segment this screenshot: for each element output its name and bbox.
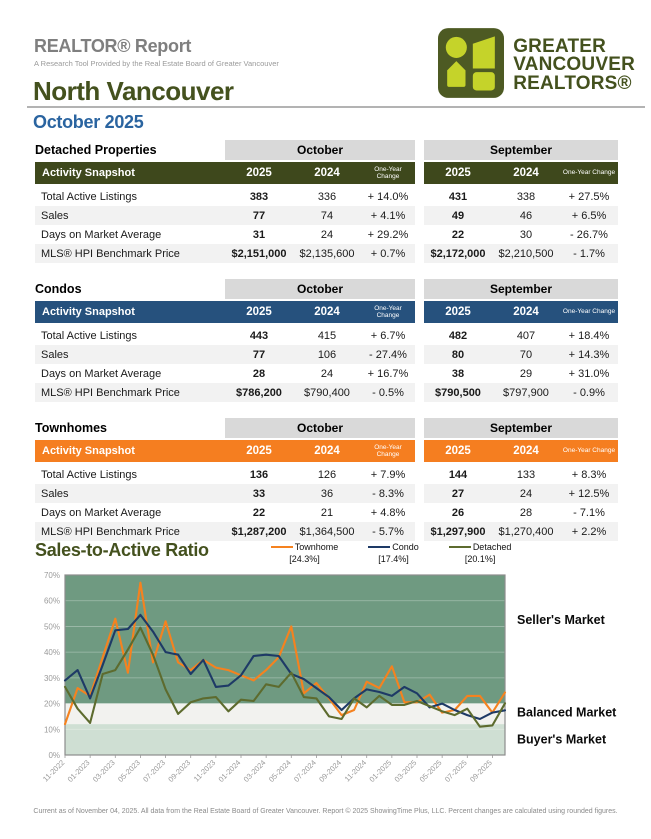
logo-line: REALTORS® (513, 72, 632, 94)
table-row (35, 187, 618, 206)
value-oct-change: + 4.1% (361, 206, 415, 225)
year-header: 2024 (293, 301, 361, 323)
value-sep-2024: 24 (492, 484, 560, 503)
metric-label: Days on Market Average (41, 228, 162, 241)
value-oct-2024: 21 (320, 506, 334, 519)
column-gap (415, 225, 424, 244)
value-oct-2024: $2,135,600 (293, 244, 361, 263)
activity-snapshot-header: Activity Snapshot (35, 162, 225, 184)
value-oct-2024: 24 (320, 367, 334, 380)
column-gap (415, 279, 424, 299)
metric-label: Sales (35, 345, 225, 364)
column-gap (415, 440, 424, 462)
metric-label: Sales (35, 484, 225, 503)
value-oct-2025: 443 (249, 329, 269, 342)
report-period: October 2025 (33, 112, 144, 132)
page-title: North Vancouver (33, 76, 234, 106)
value-oct-2025: 22 (252, 506, 266, 519)
change-header: One-Year Change (361, 440, 415, 462)
legend-label: Detached (472, 542, 512, 552)
value-sep-2025: 80 (424, 345, 492, 364)
x-axis-tick-label: 11-2024 (342, 758, 369, 784)
value-sep-2024: 29 (519, 367, 533, 380)
value-oct-2024: 415 (317, 329, 337, 342)
y-axis-tick-label: 0% (48, 751, 60, 760)
change-header: One-Year Change (361, 301, 415, 323)
x-axis-tick-label: 05-2024 (266, 758, 293, 784)
table-header-row (35, 162, 618, 184)
value-sep-change: + 31.0% (568, 367, 610, 380)
year-header: 2025 (225, 301, 293, 323)
report-title: REALTOR® Report (34, 36, 192, 56)
year-header: 2024 (492, 440, 560, 462)
legend-item (449, 542, 512, 564)
change-header: One-Year Change (560, 162, 618, 184)
value-sep-2024: 46 (492, 206, 560, 225)
table-title-row (35, 140, 618, 160)
value-sep-2024: $2,210,500 (492, 244, 560, 263)
value-oct-2024: 74 (293, 206, 361, 225)
value-sep-change: + 12.5% (560, 484, 618, 503)
column-gap (415, 503, 424, 522)
month-group-header: September (424, 140, 618, 160)
value-sep-2025: $2,172,000 (424, 244, 492, 263)
legend-item (271, 542, 339, 564)
year-header: 2024 (492, 301, 560, 323)
footer-note: Current as of November 04, 2025. All data from the Real Estate Board of Greater Vancouver. Report © 2025 ShowingTime Plus, LLC. Percent changes are calculated using rounded figures. (33, 808, 618, 815)
zone-label: Buyer's Market (517, 732, 607, 747)
y-axis-tick-label: 40% (43, 648, 60, 658)
x-axis-tick-label: 01-2024 (216, 758, 243, 784)
activity-snapshot-header: Activity Snapshot (35, 440, 225, 462)
column-gap (415, 364, 424, 383)
value-sep-2024: 133 (516, 468, 536, 481)
column-gap (415, 465, 424, 484)
table-row (35, 383, 618, 402)
value-sep-change: + 2.2% (560, 522, 618, 541)
value-sep-2025: 22 (451, 228, 465, 241)
value-oct-2024: 126 (317, 468, 337, 481)
column-gap (415, 162, 424, 184)
table-header-row (35, 301, 618, 323)
column-gap (415, 140, 424, 160)
logo-line: GREATER (513, 35, 607, 57)
x-axis-tick-label: 05-2023 (116, 758, 142, 784)
legend-line-swatch (368, 546, 390, 548)
year-header: 2024 (293, 162, 361, 184)
y-axis-tick-label: 70% (43, 571, 60, 580)
legend-line-swatch (271, 546, 293, 548)
value-sep-2024: $797,900 (492, 383, 560, 402)
table-row (35, 345, 618, 364)
table-title: Condos (35, 282, 82, 296)
property-table (35, 140, 618, 263)
year-header: 2025 (424, 301, 492, 323)
sales-to-active-chart (25, 565, 651, 810)
value-oct-change: + 16.7% (367, 367, 409, 380)
value-sep-2024: 70 (492, 345, 560, 364)
column-gap (415, 522, 424, 541)
metric-label: Total Active Listings (41, 190, 137, 203)
change-header: One-Year Change (361, 162, 415, 184)
month-group-header: October (225, 140, 415, 160)
y-axis-tick-label: 60% (43, 596, 60, 606)
value-sep-2024: $1,270,400 (492, 522, 560, 541)
x-axis-tick-label: 09-2024 (317, 758, 343, 784)
value-sep-2025: 26 (451, 506, 465, 519)
value-oct-change: - 27.4% (361, 345, 415, 364)
chart-title: Sales-to-Active Ratio (35, 540, 209, 560)
table-row (35, 364, 618, 383)
value-oct-2025: 77 (225, 206, 293, 225)
metric-label: MLS® HPI Benchmark Price (35, 244, 225, 263)
value-oct-2025: 31 (252, 228, 266, 241)
value-oct-2025: $1,287,200 (225, 522, 293, 541)
table-title-row (35, 418, 618, 438)
column-gap (415, 383, 424, 402)
value-oct-change: + 14.0% (367, 190, 409, 203)
chart-canvas (25, 565, 651, 805)
table-title: Detached Properties (35, 143, 157, 157)
column-gap (415, 244, 424, 263)
value-sep-change: - 0.9% (560, 383, 618, 402)
table-row (35, 244, 618, 263)
value-oct-change: + 6.7% (370, 329, 406, 342)
value-sep-2024: 28 (519, 506, 533, 519)
value-sep-2024: 30 (519, 228, 533, 241)
property-table (35, 418, 618, 541)
column-gap (415, 418, 424, 438)
year-header: 2025 (424, 162, 492, 184)
x-axis-tick-label: 03-2024 (241, 758, 268, 784)
year-header: 2024 (293, 440, 361, 462)
value-sep-change: + 6.5% (560, 206, 618, 225)
x-axis-tick-label: 01-2023 (65, 758, 92, 784)
x-axis-tick-label: 03-2025 (392, 758, 419, 784)
change-header: One-Year Change (560, 440, 618, 462)
month-group-header: October (225, 418, 415, 438)
header-divider (27, 106, 645, 108)
year-header: 2025 (225, 162, 293, 184)
value-oct-2025: $786,200 (225, 383, 293, 402)
value-sep-2025: 144 (448, 468, 468, 481)
value-oct-2024: 336 (317, 190, 337, 203)
metric-label: Total Active Listings (41, 468, 137, 481)
x-axis-tick-label: 03-2023 (90, 758, 117, 784)
x-axis-tick-label: 09-2023 (166, 758, 193, 784)
value-sep-2025: 49 (424, 206, 492, 225)
column-gap (415, 345, 424, 364)
value-sep-change: - 26.7% (570, 228, 608, 241)
year-header: 2024 (492, 162, 560, 184)
value-oct-2025: 28 (252, 367, 266, 380)
value-oct-change: + 0.7% (361, 244, 415, 263)
month-group-header: September (424, 279, 618, 299)
value-sep-change: + 18.4% (568, 329, 610, 342)
table-title: Townhomes (35, 421, 107, 435)
value-sep-2025: 27 (424, 484, 492, 503)
gvr-logo-text (513, 35, 635, 94)
table-row (35, 484, 618, 503)
metric-label: MLS® HPI Benchmark Price (35, 383, 225, 402)
zone-label: Balanced Market (517, 705, 617, 720)
value-sep-change: - 7.1% (573, 506, 605, 519)
metric-label: Sales (35, 206, 225, 225)
value-oct-2024: 36 (293, 484, 361, 503)
value-oct-2024: 24 (320, 228, 334, 241)
market-zone (65, 724, 505, 755)
zone-label: Seller's Market (517, 612, 605, 627)
column-gap (415, 301, 424, 323)
y-axis-tick-label: 10% (43, 725, 60, 735)
metric-label: Days on Market Average (41, 506, 162, 519)
month-group-header: September (424, 418, 618, 438)
value-sep-2024: 407 (516, 329, 536, 342)
table-row (35, 503, 618, 522)
x-axis-tick-label: 01-2025 (367, 758, 394, 784)
value-oct-2025: 136 (249, 468, 269, 481)
chart-legend (271, 542, 512, 564)
legend-current-value: [20.1%] (464, 554, 496, 564)
table-row (35, 225, 618, 244)
value-oct-2025: 33 (225, 484, 293, 503)
property-table (35, 279, 618, 402)
property-tables (35, 140, 618, 557)
year-header: 2025 (424, 440, 492, 462)
table-title-row (35, 279, 618, 299)
table-row (35, 522, 618, 541)
legend-item (368, 542, 419, 564)
table-row (35, 206, 618, 225)
y-axis-tick-label: 30% (43, 673, 60, 683)
value-oct-2024: 106 (293, 345, 361, 364)
value-oct-change: + 7.9% (370, 468, 406, 481)
legend-current-value: [17.4%] (378, 554, 409, 564)
year-header: 2025 (225, 440, 293, 462)
value-oct-change: - 8.3% (361, 484, 415, 503)
value-oct-change: - 5.7% (361, 522, 415, 541)
x-axis-tick-label: 11-2023 (191, 758, 218, 784)
metric-label: Days on Market Average (41, 367, 162, 380)
value-oct-2025: 383 (249, 190, 269, 203)
gvr-logo-icon (438, 28, 504, 103)
x-axis-tick-label: 11-2022 (40, 758, 67, 784)
gvr-logo (438, 28, 635, 103)
column-gap (415, 187, 424, 206)
y-axis-tick-label: 50% (43, 622, 60, 632)
chart-header (35, 540, 618, 564)
table-row (35, 326, 618, 345)
value-oct-2025: $2,151,000 (225, 244, 293, 263)
legend-current-value: [24.3%] (289, 554, 320, 564)
value-sep-change: + 14.3% (560, 345, 618, 364)
value-oct-change: - 0.5% (361, 383, 415, 402)
x-axis-tick-label: 09-2025 (468, 758, 494, 784)
value-sep-change: + 8.3% (571, 468, 607, 481)
change-header: One-Year Change (560, 301, 618, 323)
x-axis-tick-label: 05-2025 (417, 758, 444, 784)
value-sep-2025: 38 (451, 367, 465, 380)
value-oct-2025: 77 (225, 345, 293, 364)
value-oct-change: + 4.8% (370, 506, 406, 519)
logo-line: VANCOUVER (513, 54, 635, 76)
month-group-header: October (225, 279, 415, 299)
column-gap (415, 206, 424, 225)
value-sep-change: + 27.5% (568, 190, 610, 203)
value-sep-2025: 431 (448, 190, 468, 203)
table-row (35, 465, 618, 484)
column-gap (415, 326, 424, 345)
y-axis-tick-label: 20% (43, 699, 60, 709)
legend-label: Townhome (294, 542, 339, 552)
x-axis-tick-label: 07-2025 (442, 758, 469, 784)
metric-label: MLS® HPI Benchmark Price (35, 522, 225, 541)
activity-snapshot-header: Activity Snapshot (35, 301, 225, 323)
value-sep-2025: $790,500 (424, 383, 492, 402)
value-sep-change: - 1.7% (560, 244, 618, 263)
column-gap (415, 484, 424, 503)
legend-line-swatch (449, 546, 471, 548)
value-sep-2025: 482 (448, 329, 468, 342)
value-sep-2024: 338 (516, 190, 536, 203)
metric-label: Total Active Listings (41, 329, 137, 342)
value-oct-change: + 29.2% (367, 228, 409, 241)
value-oct-2024: $1,364,500 (293, 522, 361, 541)
x-axis-tick-label: 07-2024 (292, 758, 318, 784)
legend-label: Condo (392, 542, 419, 552)
x-axis-tick-label: 07-2023 (141, 758, 167, 784)
value-oct-2024: $790,400 (293, 383, 361, 402)
table-header-row (35, 440, 618, 462)
value-sep-2025: $1,297,900 (424, 522, 492, 541)
report-subtitle: A Research Tool Provided by the Real Estate Board of Greater Vancouver (34, 59, 279, 68)
